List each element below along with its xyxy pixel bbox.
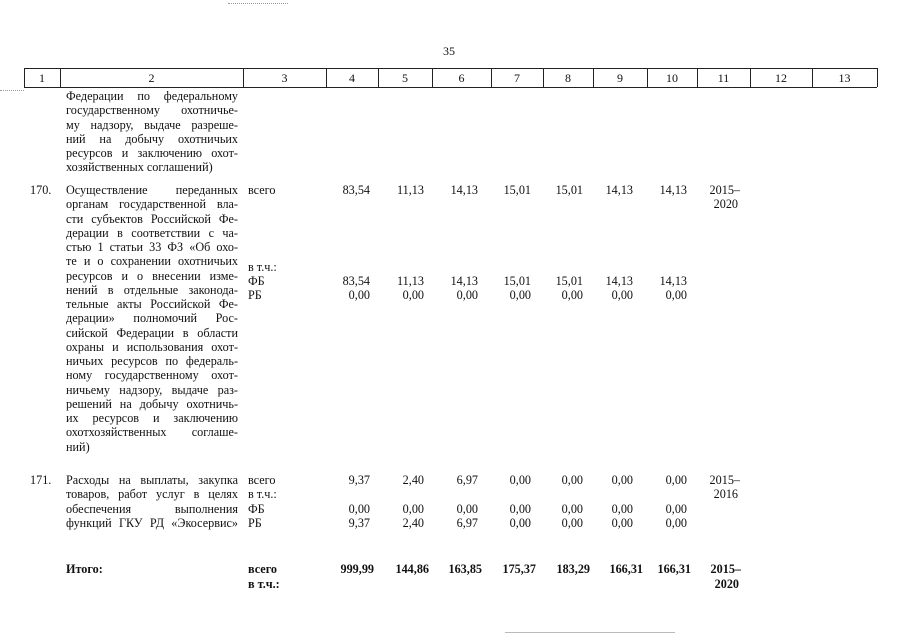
header-col-2: 2	[148, 71, 155, 85]
fb-value: 0,00	[561, 502, 583, 516]
rb-value: 0,00	[561, 516, 583, 530]
rb-label: РБ	[248, 516, 262, 530]
continuation-description: Федерации по федеральному государственному охотничье- му надзору, выдаче разреше- ний на добычу охотничьих ресурсов и заключению охот- хозяйственных соглашений)	[66, 89, 238, 175]
period-to: 2020	[713, 197, 738, 211]
total-value: 15,01	[503, 183, 531, 197]
total-value: 83,54	[342, 183, 370, 197]
row-number: 171.	[30, 473, 52, 487]
header-col-1: 1	[39, 71, 45, 85]
fb-label: ФБ	[248, 274, 265, 288]
total-value: 6,97	[456, 473, 478, 487]
period-from: 2015–	[710, 562, 741, 576]
itogo-value: 175,37	[502, 562, 536, 576]
total-value: 0,00	[611, 473, 633, 487]
total-value: 14,13	[450, 183, 478, 197]
itogo-value: 166,31	[657, 562, 691, 576]
fb-value: 0,00	[348, 502, 370, 516]
total-label: всего	[248, 183, 276, 197]
total-label: всего	[248, 562, 278, 576]
rb-value: 9,37	[348, 516, 370, 530]
total-value: 14,13	[659, 183, 687, 197]
incl-label: в т.ч.:	[248, 487, 277, 501]
period-to: 2020	[714, 577, 739, 591]
rb-value: 0,00	[611, 288, 633, 302]
period-from: 2015–	[709, 183, 740, 197]
total-value: 14,13	[605, 183, 633, 197]
header-col-8: 8	[565, 71, 571, 85]
fb-label: ФБ	[248, 502, 265, 516]
fb-value: 83,54	[342, 274, 370, 288]
page-number: 35	[443, 44, 455, 58]
total-value: 2,40	[402, 473, 424, 487]
row-description: Осуществление переданных органам государственной вла- сти субъектов Российской Фе- дерации в соответствии с ча- стью 1 статьи 33 ФЗ «Об охо- те и о сохранении охотничьих ресурсов и о внесении изме- нений в отдельные законода- тельные акты Российской Фе- дерации» полномочий Рос- сийской Федерации в области охраны и использования охот- ничьих ресурсов по федераль- ному государственному охот- ничьему надзору, выдаче раз- решений на добычу охотничь- их ресурсов и заключению охотхозяйственных соглаше- ний)	[66, 183, 238, 454]
itogo-value: 144,86	[395, 562, 429, 576]
header-col-10: 10	[666, 71, 678, 85]
rb-value: 0,00	[402, 288, 424, 302]
rb-value: 0,00	[611, 516, 633, 530]
total-value: 11,13	[397, 183, 424, 197]
total-value: 9,37	[348, 473, 370, 487]
header-col-3: 3	[281, 71, 288, 85]
rb-value: 0,00	[456, 288, 478, 302]
rb-value: 0,00	[665, 516, 687, 530]
period-to: 2016	[713, 487, 738, 501]
rb-value: 0,00	[665, 288, 687, 302]
header-col-6: 6	[458, 71, 465, 85]
fb-value: 14,13	[450, 274, 478, 288]
scan-artifact	[228, 3, 288, 4]
scan-artifact	[0, 90, 24, 91]
total-value: 15,01	[555, 183, 583, 197]
rb-value: 0,00	[348, 288, 370, 302]
header-col-12: 12	[775, 71, 787, 85]
fb-value: 15,01	[503, 274, 531, 288]
rb-value: 0,00	[509, 288, 531, 302]
fb-value: 14,13	[605, 274, 633, 288]
fb-value: 0,00	[509, 502, 531, 516]
total-value: 0,00	[665, 473, 687, 487]
rb-value: 0,00	[509, 516, 531, 530]
row-description: Расходы на выплаты, закупка товаров, работ услуг в целях обеспечения выполнения функций ГКУ РД «Экосервис»	[66, 473, 238, 530]
itogo-value: 166,31	[609, 562, 643, 576]
itogo-value: 183,29	[556, 562, 590, 576]
period-from: 2015–	[709, 473, 740, 487]
rb-value: 0,00	[561, 288, 583, 302]
header-col-13: 13	[838, 71, 851, 85]
row-number: 170.	[30, 183, 52, 197]
incl-label: в т.ч.:	[248, 260, 277, 274]
fb-value: 0,00	[402, 502, 424, 516]
fb-value: 0,00	[665, 502, 687, 516]
fb-value: 0,00	[611, 502, 633, 516]
itogo-value: 999,99	[340, 562, 374, 576]
header-col-9: 9	[617, 71, 623, 85]
fb-value: 14,13	[659, 274, 687, 288]
rb-label: РБ	[248, 288, 262, 302]
itogo-label: Итого:	[66, 562, 103, 576]
header-col-11: 11	[717, 71, 730, 85]
header-col-4: 4	[349, 71, 355, 85]
incl-label: в т.ч.:	[248, 577, 280, 591]
itogo-value: 163,85	[448, 562, 482, 576]
total-value: 0,00	[509, 473, 531, 487]
fb-value: 11,13	[397, 274, 424, 288]
rb-value: 6,97	[456, 516, 478, 530]
rb-value: 2,40	[402, 516, 424, 530]
total-label: всего	[248, 473, 276, 487]
total-value: 0,00	[561, 473, 583, 487]
fb-value: 0,00	[456, 502, 478, 516]
header-col-5: 5	[402, 71, 408, 85]
header-col-7: 7	[514, 71, 520, 85]
scan-artifact	[505, 632, 675, 633]
fb-value: 15,01	[555, 274, 583, 288]
